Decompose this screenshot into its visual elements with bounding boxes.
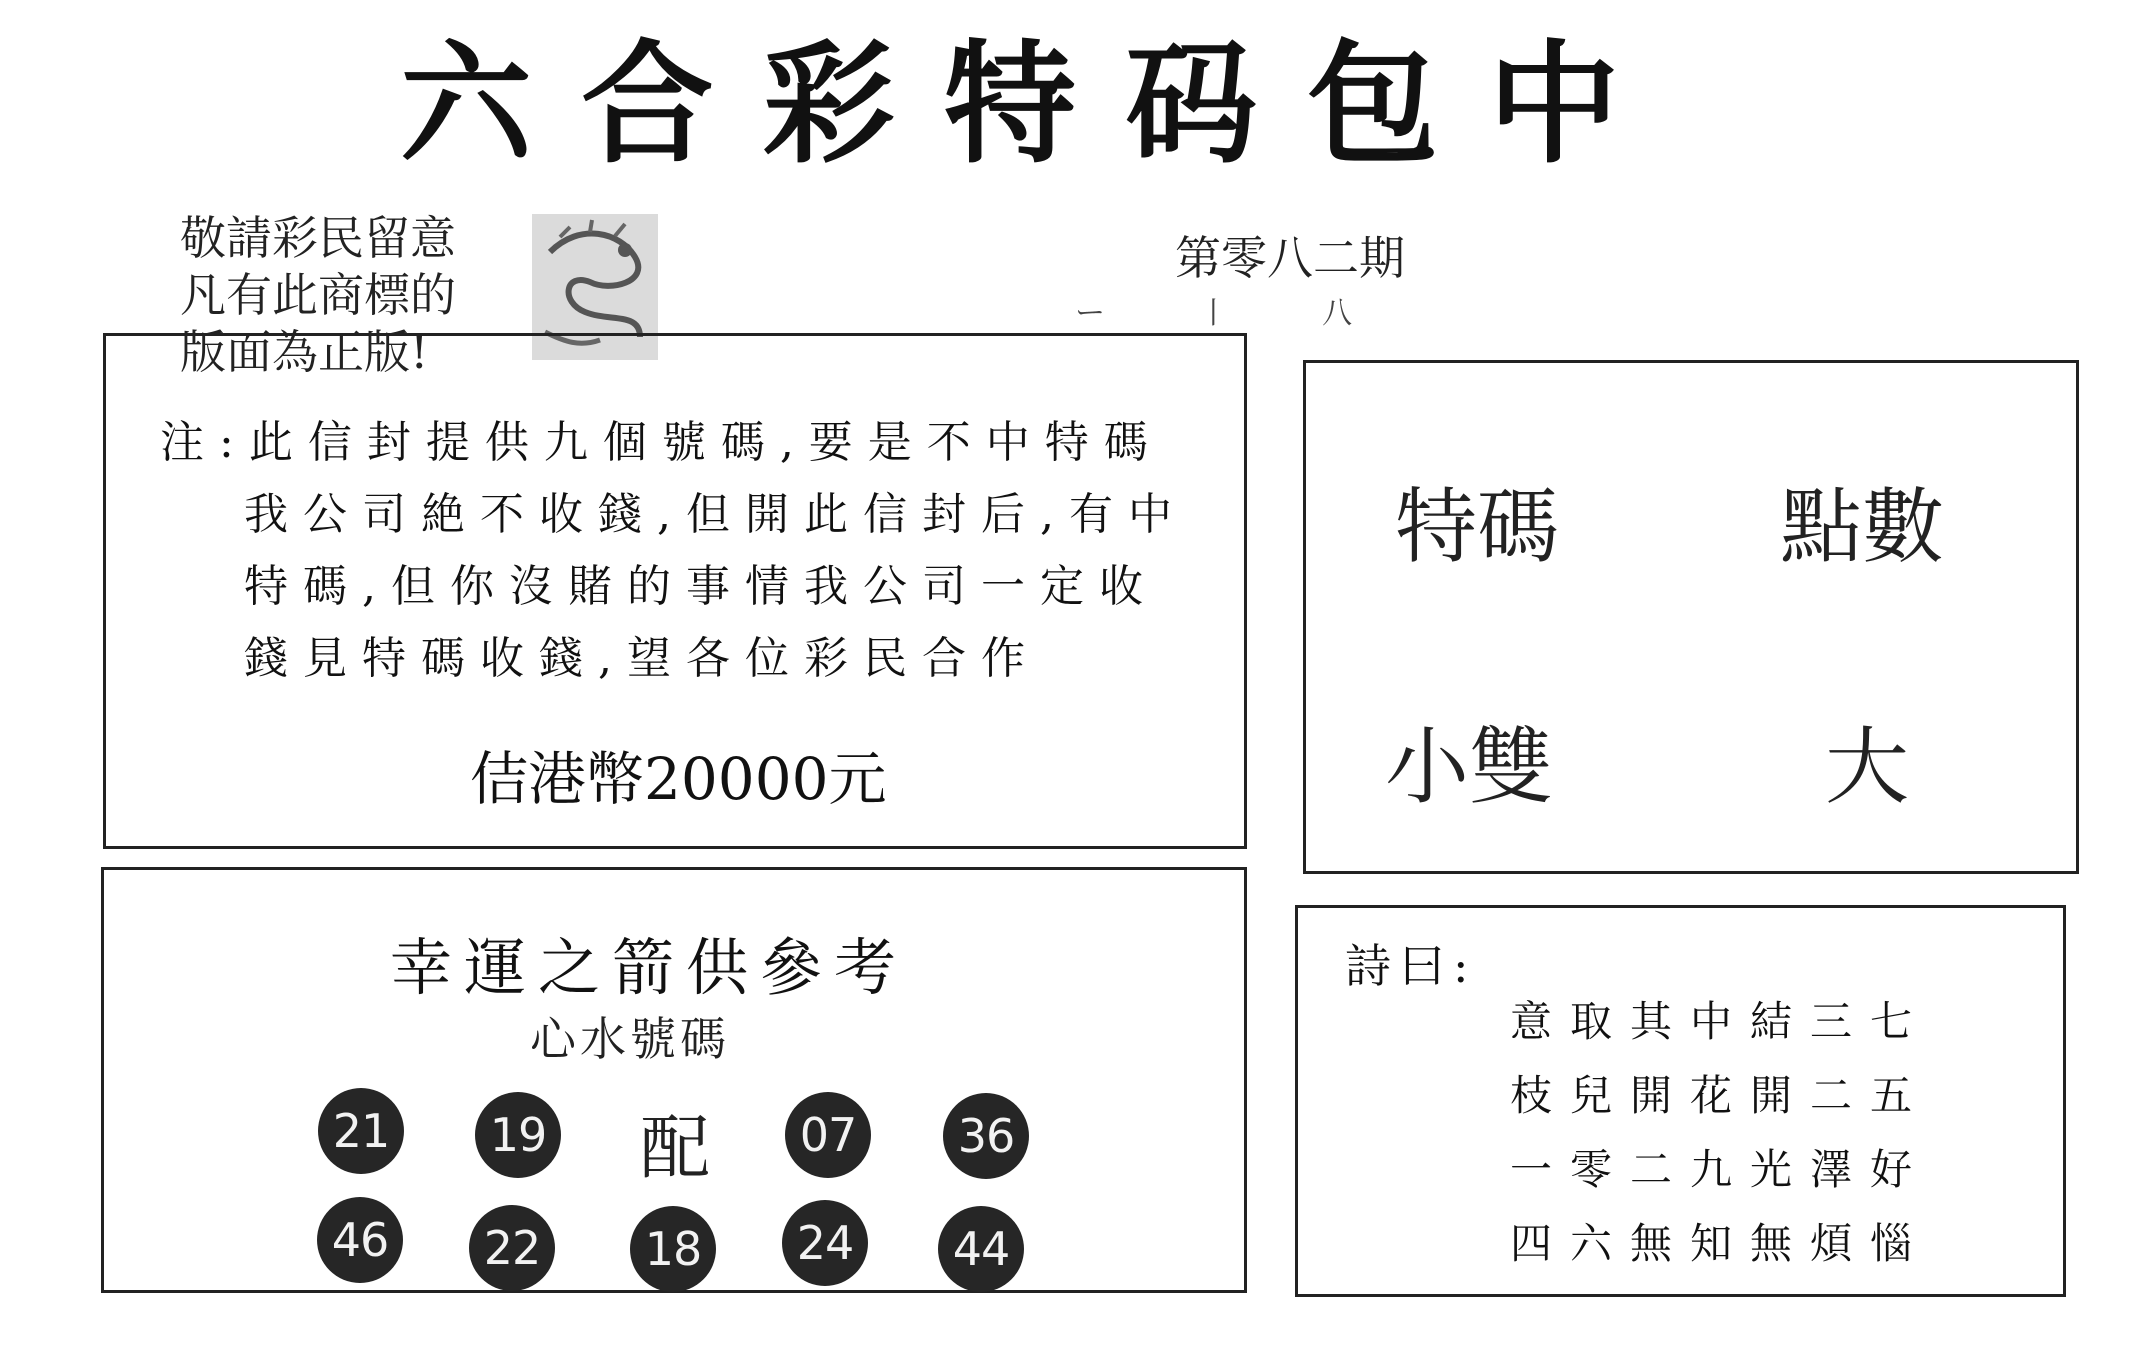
- page-title: [400, 30, 1620, 180]
- number-ball: 44: [938, 1206, 1024, 1292]
- number-ball: 07: [785, 1092, 871, 1178]
- number-ball: 36: [943, 1093, 1029, 1179]
- title-char: 六: [400, 28, 532, 182]
- special-code-label: 特碼: [1395, 480, 1560, 575]
- amount-text: 佶港幣20000元: [470, 745, 887, 813]
- title-char: 中: [1487, 28, 1620, 182]
- poem-text: [1510, 985, 1930, 1281]
- number-ball: 46: [317, 1197, 403, 1283]
- issue-marks: ー 丨 八: [1075, 296, 1395, 331]
- number-ball: 24: [782, 1200, 868, 1286]
- number-ball: 21: [318, 1088, 404, 1174]
- title-char: 合: [581, 28, 714, 182]
- title-char: 包: [1306, 28, 1439, 182]
- notice-line: 敬請彩民留意: [180, 211, 456, 265]
- note-line: 特碼,但你沒賭的事情我公司一定收: [244, 561, 1158, 612]
- poem-line: 意取其中結三七: [1510, 997, 1931, 1046]
- small-double-text: 小雙: [1385, 718, 1554, 816]
- note-text: [160, 407, 1200, 695]
- points-label: 點數: [1780, 480, 1945, 575]
- lucky-arrow-subtitle: 心水號碼: [530, 1012, 730, 1066]
- poem-line: 枝兒開花開二五: [1510, 1071, 1931, 1120]
- notice-line: 版面為正版!: [180, 325, 429, 379]
- title-char: 特: [943, 28, 1076, 182]
- lucky-arrow-title: 幸運之箭供參考: [390, 931, 909, 1004]
- note-line: 錢見特碼收錢,望各位彩民合作: [244, 633, 1040, 684]
- title-char: 码: [1125, 28, 1258, 182]
- note-line: 我公司絶不收錢,但開此信封后,有中: [244, 489, 1187, 540]
- big-text: 大: [1825, 718, 1910, 816]
- notice-line: 凡有此商標的: [180, 268, 456, 322]
- poem-line: 四六無知無煩惱: [1510, 1219, 1931, 1268]
- poem-label: 詩曰:: [1345, 939, 1477, 993]
- pair-char: 配: [640, 1107, 710, 1189]
- title-char: 彩: [762, 28, 895, 182]
- number-ball: 22: [469, 1205, 555, 1291]
- number-ball: 19: [475, 1092, 561, 1178]
- issue-number: 第零八二期: [1175, 231, 1405, 285]
- note-line: 注:此信封提供九個號碼,要是不中特碼: [160, 417, 1163, 468]
- number-ball: 18: [630, 1206, 716, 1292]
- poem-line: 一零二九光澤好: [1510, 1145, 1931, 1194]
